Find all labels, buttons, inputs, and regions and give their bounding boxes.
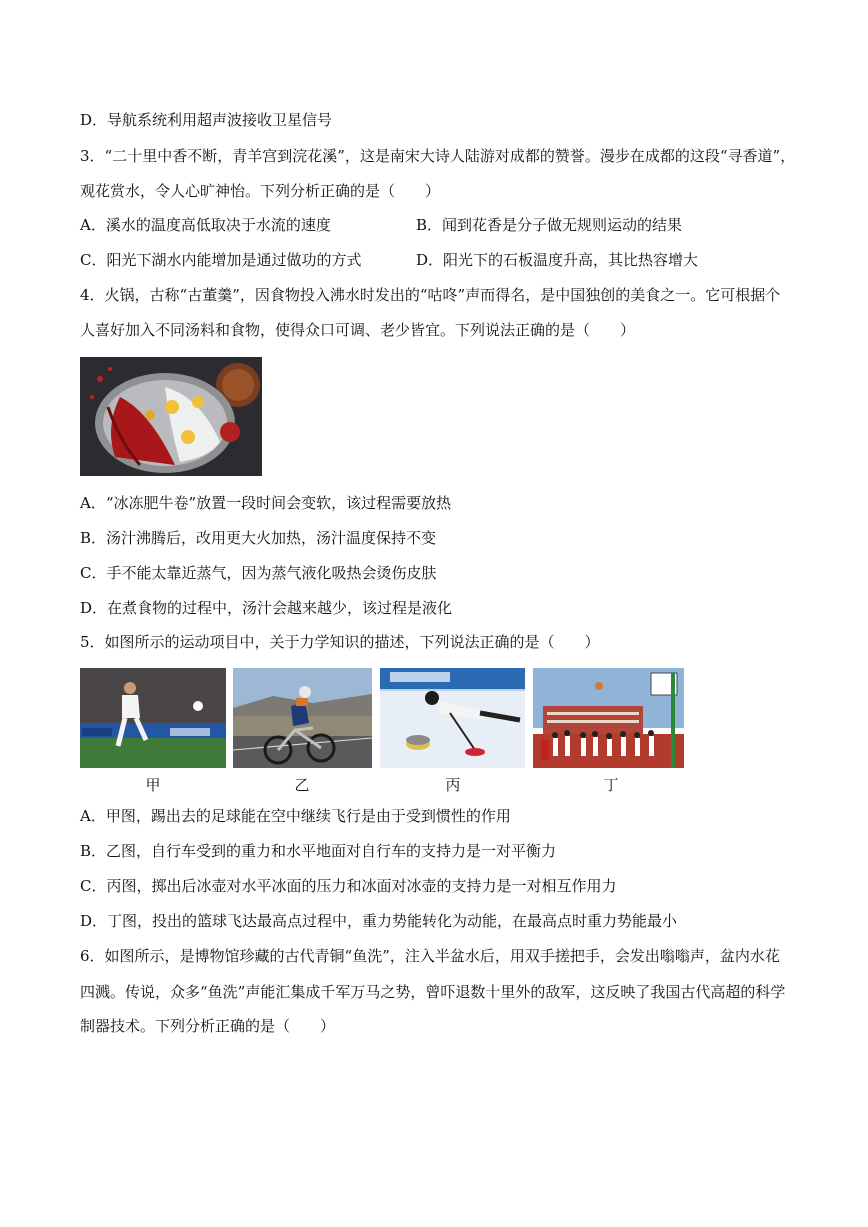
q6-stem-line2: 四溅。传说，众多“鱼洗”声能汇集成千军万马之势，曾吓退数十里外的敌军，这反映了我国古代高超的科学 bbox=[80, 983, 786, 1001]
q4-option-d: D．在煮食物的过程中，汤汁会越来越少，该过程是液化 bbox=[80, 599, 453, 617]
q6-stem-line3: 制器技术。下列分析正确的是（ ） bbox=[80, 1017, 336, 1035]
caption-ding: 丁 bbox=[603, 776, 619, 794]
caption-yi: 乙 bbox=[294, 776, 310, 794]
q5-option-b: B．乙图，自行车受到的重力和水平地面对自行车的支持力是一对平衡力 bbox=[80, 842, 557, 860]
q2-option-d: D．导航系统利用超声波接收卫星信号 bbox=[80, 111, 333, 129]
curling-image bbox=[380, 668, 525, 768]
q4-option-a: A．“冰冻肥牛卷”放置一段时间会变软，该过程需要放热 bbox=[80, 494, 452, 512]
q3-option-b: B．闻到花香是分子做无规则运动的结果 bbox=[416, 216, 683, 234]
q3-option-d: D．阳光下的石板温度升高，其比热容增大 bbox=[416, 251, 699, 269]
q5-stem: 5．如图所示的运动项目中，关于力学知识的描述，下列说法正确的是（ ） bbox=[80, 633, 600, 651]
soccer-image bbox=[80, 668, 226, 768]
q3-stem-line2: 观花赏水，令人心旷神怡。下列分析正确的是（ ） bbox=[80, 182, 441, 200]
q4-stem-line1: 4．火锅，古称“古董羹”，因食物投入沸水时发出的“咕咚”声而得名，是中国独创的美食之一。它可根据个 bbox=[80, 286, 781, 304]
q3-option-a: A．溪水的温度高低取决于水流的速度 bbox=[80, 216, 331, 234]
q4-option-c: C．手不能太靠近蒸气，因为蒸气液化吸热会烫伤皮肤 bbox=[80, 564, 437, 582]
hotpot-image bbox=[80, 357, 262, 476]
q5-option-d: D．丁图，投出的篮球飞达最高点过程中，重力势能转化为动能，在最高点时重力势能最小 bbox=[80, 912, 678, 930]
q6-stem-line1: 6．如图所示，是博物馆珍藏的古代青铜“鱼洗”，注入半盆水后，用双手搓把手，会发出嗡嗡声，盆内水花 bbox=[80, 947, 780, 965]
caption-bing: 丙 bbox=[445, 776, 461, 794]
q3-stem-line1: 3．“二十里中香不断，青羊宫到浣花溪”，这是南宋大诗人陆游对成都的赞誉。漫步在成都的这段“寻香道”， bbox=[80, 147, 796, 165]
caption-jia: 甲 bbox=[145, 776, 161, 794]
q4-option-b: B．汤汁沸腾后，改用更大火加热，汤汁温度保持不变 bbox=[80, 529, 437, 547]
cycling-image bbox=[233, 668, 372, 768]
q4-stem-line2: 人喜好加入不同汤料和食物，使得众口可调、老少皆宜。下列说法正确的是（ ） bbox=[80, 321, 636, 339]
q3-option-c: C．阳光下湖水内能增加是通过做功的方式 bbox=[80, 251, 362, 269]
basketball-image bbox=[533, 668, 684, 768]
q5-option-a: A．甲图，踢出去的足球能在空中继续飞行是由于受到惯性的作用 bbox=[80, 807, 511, 825]
q5-option-c: C．丙图，掷出后冰壶对水平冰面的压力和冰面对冰壶的支持力是一对相互作用力 bbox=[80, 877, 617, 895]
